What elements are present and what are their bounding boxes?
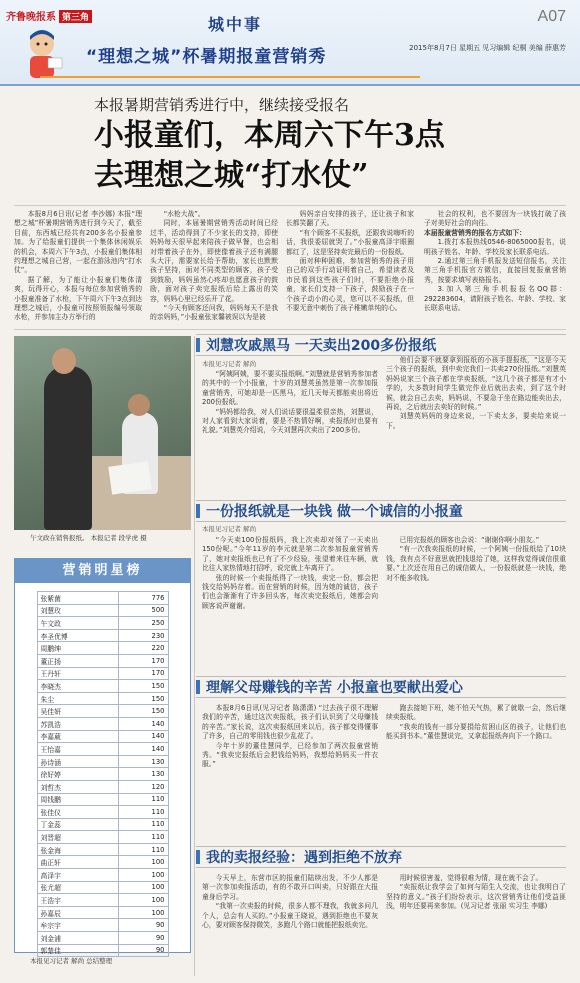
section-column	[386, 704, 566, 840]
section-paragraph: “阿姨阿姨，要不要买报纸啊。”刘慧就是营销秀参加者的其中的一个小报童，十岁的刘慧英虽然是第一次参加报童营销秀，可她却是一匹黑马，近几天每天都能卖出将近200份报纸。	[202, 370, 378, 407]
ranking-row	[37, 730, 168, 743]
ranking-value: 110	[118, 793, 168, 806]
ranking-name: 丁金蕊	[37, 818, 118, 831]
ranking-row	[37, 881, 168, 894]
story-paragraph: “水枪大战”。	[163, 210, 205, 218]
story-paragraph: 同时，本届暑期营销秀活动时间已经过半，活动得到了不少家长的支持，即使妈妈每天很早起来陪孩子做早餐，也会相对带着孩子在外，即使像着孩子还有满腿头大汗，需要家长给予帮助，家长也默默孩子坚持，面对不同类型的顾客，孩子受到鼓励，妈妈虽然心疼却也愿意孩子的鼓励，面对孩子卖完报纸后给上露出的笑容，妈妈心里已经乐开了花。	[150, 219, 278, 303]
story-paragraph: 本报8月6日讯(记者 李沙娜) 本报“理想之城”杯暑期营销秀进行到今天了，截至目前，东西城已经共有200多名小报童参加。为了给报童们提供一个集体休闲娱乐的机会，本周六下午3点，小报童们集体相约理想之城自己营，一起在游泳池内“打水仗”。	[14, 210, 142, 275]
ranking-row	[37, 932, 168, 945]
ranking-name: 王丹轩	[37, 667, 118, 680]
ranking-row	[37, 717, 168, 730]
ranking-row	[37, 806, 168, 819]
section-paragraph: “我卖的钱有一部分要捐给贫困山区的孩子，让他们也能买到书本。”董佳慧说完，又拿起报纸奔向下一个路口。	[386, 722, 566, 741]
ranking-value: 500	[118, 604, 168, 617]
ranking-row	[37, 667, 168, 680]
ranking-value: 220	[118, 642, 168, 655]
logo-text: 齐鲁晚报系	[6, 12, 56, 23]
ranking-name: 张金海	[37, 843, 118, 856]
section-paragraph: 他们会要不就要拿到报纸的小孩手提报纸，“这是今天三个孩子的报纸，到中卖完我们一共卖270份报纸。”刘慧英妈妈说家三个孩子都在学卖报纸，“这几个孩子都是有才小学的，大多数时间学生做完作业后就出去卖，到了这个时候，就会自己去卖，妈妈说，不要急于坐在路边能卖出去，再说，之后就出去卖好的时候。”	[386, 356, 566, 412]
headline-line-2: 去理想之城“打水仗”	[94, 158, 369, 193]
ranking-table	[37, 591, 169, 957]
ranking-value: 150	[118, 705, 168, 718]
divider	[14, 329, 566, 330]
section-paragraph: 已用完报纸的顾客也会说：“谢谢你啊小朋友。”	[399, 536, 540, 544]
ranking-title: 营销明星榜	[15, 559, 190, 583]
section-byline: 本报见习记者 解尚	[202, 525, 257, 533]
ranking-name: 周鹏绅	[37, 642, 118, 655]
section-paragraph: 用时候很害羞，觉得很难为情，现在就不会了。	[399, 874, 543, 882]
ranking-row	[37, 629, 168, 642]
section-column	[386, 356, 566, 498]
ranking-name: 张佳仪	[37, 806, 118, 819]
ranking-name: 孙嘉辰	[37, 906, 118, 919]
ranking-name: 徐好婷	[37, 768, 118, 781]
ranking-value: 100	[118, 869, 168, 882]
section-paragraph: 张的时候一个卖报纸得了一块钱，卖完一份，都会把钱交给妈妈存着。而在营销的时候，因为她的诚信，孩子们也会渐渐有了许多回头客，每次卖完报纸后，她都会向顾客说声谢谢。	[202, 573, 378, 610]
ranking-row	[37, 780, 168, 793]
ranking-value: 120	[118, 780, 168, 793]
ranking-value: 250	[118, 617, 168, 630]
ranking-value: 230	[118, 629, 168, 642]
section-column	[202, 370, 378, 498]
ranking-row	[37, 755, 168, 768]
section-paragraph: 今天早上，东营市区的报童们陆续出发，不少人都是第一次参加卖报活动，有的不敢开口叫卖，只好跟在大报童身后学习。	[202, 874, 378, 901]
story-column-3	[286, 210, 414, 325]
section-paragraph: 本报8月6日讯(见习记者 陈潇潇) “过去孩子很不理解我们的辛苦，通过这次卖报纸，孩子们认识到了父母赚钱的辛苦。”家长说，这次卖报纸回来以后，孩子都变得懂事了许多，自己的零用钱也很少乱花了。	[202, 704, 378, 741]
event-banner: “理想之城”杯暑期报童营销秀	[86, 47, 327, 67]
ranking-row	[37, 919, 168, 932]
ranking-row	[37, 642, 168, 655]
page-number: A07	[537, 8, 566, 25]
signup-step-2: 2.通过第三角手机报发送短信报名，关注第三角手机报官方微信，直接回复报童营销秀，按要求填写表格报名。	[424, 257, 566, 284]
ranking-value: 170	[118, 654, 168, 667]
ranking-row	[37, 894, 168, 907]
section-column	[202, 536, 378, 668]
story-paragraph: 社会的权利，也不要因为一块钱打破了孩子对美好社会的向往。	[424, 210, 566, 228]
story-paragraph: 面对种种困难，参加营销秀的孩子用自己的双手行动证明着自己，希望读者及市民看到这些孩子们时，不要拒绝小报童，家长们支持一下孩子，鼓励孩子在一个孩子动小的心灵，您可以不买报纸，但不要无意中刺伤了孩子稚嫩单纯的心。	[286, 257, 414, 313]
section-column	[202, 704, 378, 840]
section-name: 城中事	[208, 15, 263, 34]
section-heading	[196, 334, 566, 356]
ranking-name: 午文政	[37, 617, 118, 630]
section-title: 刘慧攻戚黑马 一天卖出200多份报纸	[206, 338, 437, 354]
ranking-row	[37, 768, 168, 781]
ranking-value: 140	[118, 730, 168, 743]
signup-heading: 本届报童营销秀的报名方式如下：	[424, 228, 526, 237]
ranking-row	[37, 843, 168, 856]
ranking-name: 刘慧玫	[37, 604, 118, 617]
story-paragraph: 妈妈亲自安排的孩子，还让孩子和家长都笑翻了天。	[286, 210, 414, 228]
news-photo	[14, 336, 191, 530]
signup-step-3: 3.加入第三角手机报报名QQ群：292283604，请附孩子姓名、年龄、学校、家长联系电话。	[424, 285, 566, 313]
ranking-row	[37, 654, 168, 667]
section-paragraph: “卖报纸让我学会了如何与陌生人交流，也让我明白了坚持的意义。”孩子们纷纷表示，这次营销秀让他们受益匪浅，明年还要再来参加。(见习记者 张丽 实习生 李娜)	[386, 883, 566, 911]
ranking-box	[14, 558, 191, 956]
ranking-value: 100	[118, 894, 168, 907]
ranking-value: 130	[118, 768, 168, 781]
section-heading	[196, 500, 566, 522]
ranking-name: 朱尘	[37, 692, 118, 705]
section-column	[386, 536, 566, 668]
ranking-value: 110	[118, 831, 168, 844]
ranking-row	[37, 831, 168, 844]
section-paragraph: “妈妈都给我，对人们说话要很温柔很亲热，刘慧说，对人家看到大家说着，要是不热情好啊，卖报纸时也要有礼貌。”刘慧英介绍说，今天刘慧再次卖出了200多份。	[202, 407, 378, 435]
ranking-value: 90	[118, 944, 168, 957]
ranking-value: 776	[118, 592, 168, 605]
ranking-row	[37, 692, 168, 705]
ranking-row	[37, 906, 168, 919]
story-column-4	[424, 210, 566, 325]
signup-step-1: 1.拨打本报热线0546-8065000报名，说明孩子姓名、年龄、学校及家长联系电话。	[424, 238, 566, 256]
ranking-row	[37, 705, 168, 718]
ranking-name: 王浩宇	[37, 894, 118, 907]
ranking-value: 100	[118, 881, 168, 894]
section-paragraph: “我第一次卖报的时候，很多人都不理我，我就多问几个人，总会有人买的。”小报童王晓说，遇到拒绝也不要灰心，要对顾客保持微笑，多跑几个路口就能把报纸卖完。	[202, 902, 378, 930]
ranking-value: 150	[118, 692, 168, 705]
ranking-name: 张尤超	[37, 881, 118, 894]
column-divider	[194, 336, 195, 976]
ranking-value: 110	[118, 843, 168, 856]
ranking-value: 90	[118, 932, 168, 945]
section-title: 理解父母赚钱的辛苦 小报童也要献出爱心	[206, 680, 463, 696]
section-byline: 本报见习记者 解尚	[202, 360, 257, 368]
headline-line-1: 小报童们，本周六下午3点	[94, 118, 445, 153]
section-paragraph: 今年十岁的董佳慧同学，已经参加了两次报童营销秀。“我卖完报纸后会把钱给妈妈，我想给妈妈买一件衣服。”	[202, 741, 378, 769]
section-paragraph: “今天卖100份报纸吗，我上次卖却对领了一天卖出150份呢。”今年11岁的李元就是第二次参加报童营销秀了，她对卖报纸也已有了不少经验，张望着来往车辆，就比往人家热情地打招呼，说完就上车离开了。	[202, 536, 378, 573]
ranking-row	[37, 869, 168, 882]
ranking-row	[37, 793, 168, 806]
section-paragraph: “有一次我卖报纸的时候，一个阿姨一份报纸给了10块钱，我有点不好意思就把钱退给了她，这样我觉得诚信很重要。”上次还在用自己的诚信做人，一份报纸就是一块钱，绝对不能多收钱。	[386, 545, 566, 582]
story-kicker: 本报暑期营销秀进行中，继续接受报名	[94, 98, 350, 114]
ranking-name: 吴佳妍	[37, 705, 118, 718]
ranking-name: 李圣优博	[37, 629, 118, 642]
section-paragraph: 刘慧英妈妈的身边来说，一下卖太多，要卖给来说一下。	[386, 412, 566, 430]
ranking-name: 苏凯浩	[37, 717, 118, 730]
ranking-row	[37, 944, 168, 957]
ranking-row	[37, 592, 168, 605]
ranking-name: 张紫菌	[37, 592, 118, 605]
section-heading	[196, 846, 566, 868]
section-column	[386, 874, 566, 978]
ranking-name: 孙诗涵	[37, 755, 118, 768]
story-paragraph: “有个顾客不买报纸，还跟我说嗨听的话，我很委屈就哭了。”小报童高泽宇眼圈都红了，这是坚持卖完最后的一份报纸。	[286, 228, 414, 256]
ranking-name: 董正扬	[37, 654, 118, 667]
ranking-name: 周钱鹏	[37, 793, 118, 806]
issue-meta: 2015年8月7日 星期五 见习编辑 纪桐 美编 薛惠芳	[409, 44, 566, 52]
ranking-name: 曲正轩	[37, 856, 118, 869]
ranking-value: 140	[118, 743, 168, 756]
ranking-row	[37, 856, 168, 869]
ranking-row	[37, 617, 168, 630]
ranking-name: 高泽宇	[37, 869, 118, 882]
ranking-row	[37, 743, 168, 756]
ranking-name: 刘哲杰	[37, 780, 118, 793]
ranking-row	[37, 818, 168, 831]
ranking-name: 郭楚佳	[37, 944, 118, 957]
section-title: 一份报纸就是一块钱 做一个诚信的小报童	[206, 504, 463, 520]
ranking-value: 90	[118, 919, 168, 932]
ranking-name: 王怡嘉	[37, 743, 118, 756]
ranking-name: 刘金浦	[37, 932, 118, 945]
story-headline	[94, 116, 445, 196]
ranking-name: 刘晋超	[37, 831, 118, 844]
section-heading	[196, 676, 566, 698]
divider	[14, 205, 566, 206]
header-decoration	[40, 76, 420, 78]
photo-caption: 午文政在销售报纸。 本报记者 段学虎 摄	[30, 534, 147, 542]
story-paragraph: 据了解，为了能让小报童们集体清爽，玩得开心，本报与每位参加营销秀的小报童准备了水枪，下午周六下午3点到达理想之城后，小报童可按照领报编号领取水枪，并参加主办方举行的	[14, 275, 142, 322]
page-header	[0, 0, 580, 86]
ranking-value: 110	[118, 818, 168, 831]
ranking-row	[37, 680, 168, 693]
section-title: 我的卖报经验：遇到拒绝不放弃	[206, 850, 402, 866]
ranking-row	[37, 604, 168, 617]
ranking-name: 牟宗宇	[37, 919, 118, 932]
logo-sub: 第三角	[59, 10, 92, 23]
ranking-name: 李嘉葳	[37, 730, 118, 743]
ranking-value: 170	[118, 667, 168, 680]
story-paragraph: “今天有顾客还问我，妈妈每天不是我的亲妈妈，”小报童张家馨被误以为是被	[150, 304, 278, 322]
ranking-caption: 本报见习记者 解尚 总结整理	[30, 957, 113, 965]
story-column-2	[150, 210, 278, 325]
ranking-value: 150	[118, 680, 168, 693]
ranking-name: 李晓杰	[37, 680, 118, 693]
newspaper-logo	[6, 8, 92, 23]
ranking-value: 100	[118, 856, 168, 869]
ranking-value: 130	[118, 755, 168, 768]
section-paragraph: 跑去接她下班，她不怕天气热，累了就歇一会，然后继续卖报纸。	[386, 704, 566, 722]
ranking-value: 140	[118, 717, 168, 730]
story-column-1	[14, 210, 142, 325]
ranking-value: 110	[118, 806, 168, 819]
section-column	[202, 874, 378, 978]
ranking-value: 100	[118, 906, 168, 919]
